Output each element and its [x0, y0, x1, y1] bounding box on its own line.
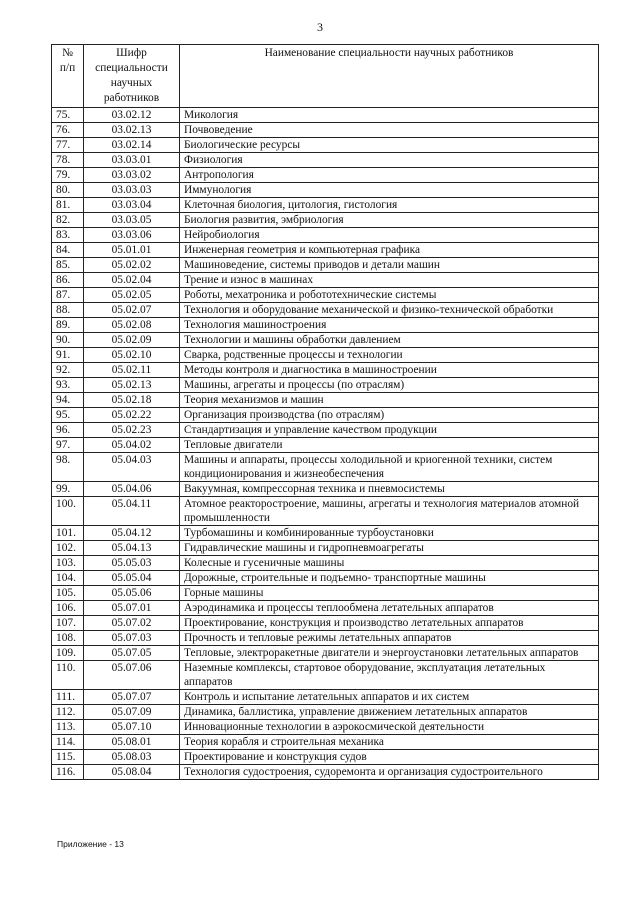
row-number: 110.: [52, 661, 84, 690]
specialty-name: Микология: [180, 108, 599, 123]
header-code: [84, 45, 180, 108]
row-number: 101.: [52, 526, 84, 541]
row-number: 108.: [52, 631, 84, 646]
table-row: [52, 273, 599, 288]
header-name: Наименование специальности научных работников: [180, 45, 599, 108]
specialty-code: 05.05.04: [84, 571, 180, 586]
row-number: 75.: [52, 108, 84, 123]
specialty-code: 05.02.10: [84, 348, 180, 363]
specialty-code: 03.03.05: [84, 213, 180, 228]
specialty-name: Почвоведение: [180, 123, 599, 138]
specialty-name: Иммунология: [180, 183, 599, 198]
specialty-code: 05.04.06: [84, 482, 180, 497]
row-number: 114.: [52, 735, 84, 750]
row-number: 79.: [52, 168, 84, 183]
specialty-name: Антропология: [180, 168, 599, 183]
specialty-name: Проектирование и конструкция судов: [180, 750, 599, 765]
row-number: 116.: [52, 765, 84, 780]
specialty-name: Клеточная биология, цитология, гистология: [180, 198, 599, 213]
specialty-code: 05.04.11: [84, 497, 180, 526]
table-row: [52, 108, 599, 123]
specialty-name: Трение и износ в машинах: [180, 273, 599, 288]
row-number: 87.: [52, 288, 84, 303]
specialty-name: Дорожные, строительные и подъемно- транспортные машины: [180, 571, 599, 586]
specialty-code: 05.02.22: [84, 408, 180, 423]
specialty-code: 05.08.01: [84, 735, 180, 750]
row-number: 95.: [52, 408, 84, 423]
specialty-code: 05.02.18: [84, 393, 180, 408]
specialty-code: 05.07.10: [84, 720, 180, 735]
specialty-code: 05.08.04: [84, 765, 180, 780]
table-row: [52, 258, 599, 273]
specialty-name: Колесные и гусеничные машины: [180, 556, 599, 571]
specialty-name: Тепловые, электроракетные двигатели и энергоустановки летательных аппаратов: [180, 646, 599, 661]
specialty-code: 03.02.13: [84, 123, 180, 138]
specialty-code: 05.02.11: [84, 363, 180, 378]
table-body: [52, 108, 599, 780]
table-row: [52, 213, 599, 228]
row-number: 112.: [52, 705, 84, 720]
specialty-name: Физиология: [180, 153, 599, 168]
row-number: 93.: [52, 378, 84, 393]
specialty-code: 03.03.04: [84, 198, 180, 213]
specialty-name: Биология развития, эмбриология: [180, 213, 599, 228]
row-number: 90.: [52, 333, 84, 348]
page-number: 3: [317, 20, 323, 34]
table-row: [52, 735, 599, 750]
header-code-text: Шифр специальности научных работников: [95, 47, 168, 104]
row-number: 102.: [52, 541, 84, 556]
specialty-name: Нейробиология: [180, 228, 599, 243]
row-number: 106.: [52, 601, 84, 616]
table-row: [52, 661, 599, 690]
row-number: 86.: [52, 273, 84, 288]
specialty-name: Динамика, баллистика, управление движением летательных аппаратов: [180, 705, 599, 720]
specialty-code: 05.01.01: [84, 243, 180, 258]
table-row: [52, 497, 599, 526]
specialty-name: Технологии и машины обработки давлением: [180, 333, 599, 348]
specialty-name: Инновационные технологии в аэрокосмической деятельности: [180, 720, 599, 735]
specialty-name: Теория механизмов и машин: [180, 393, 599, 408]
table-row: [52, 750, 599, 765]
row-number: 96.: [52, 423, 84, 438]
specialty-name: Горные машины: [180, 586, 599, 601]
specialty-name: Машины и аппараты, процессы холодильной и криогенной техники, систем кондиционирования и жизнеобеспечения: [180, 453, 599, 482]
table-row: [52, 408, 599, 423]
specialty-code: 05.02.04: [84, 273, 180, 288]
specialty-code: 05.07.06: [84, 661, 180, 690]
specialty-name: Технология и оборудование механической и физико-технической обработки: [180, 303, 599, 318]
table-header: [52, 45, 599, 108]
row-number: 89.: [52, 318, 84, 333]
row-number: 103.: [52, 556, 84, 571]
row-number: 111.: [52, 690, 84, 705]
table-row: [52, 646, 599, 661]
specialty-name: Турбомашины и комбинированные турбоустановки: [180, 526, 599, 541]
specialty-code: 05.07.05: [84, 646, 180, 661]
specialty-code: 05.04.03: [84, 453, 180, 482]
specialty-name: Машиноведение, системы приводов и детали машин: [180, 258, 599, 273]
table-row: [52, 123, 599, 138]
specialty-code: 05.02.23: [84, 423, 180, 438]
specialty-name: Контроль и испытание летательных аппаратов и их систем: [180, 690, 599, 705]
table-row: [52, 183, 599, 198]
specialty-code: 03.03.01: [84, 153, 180, 168]
specialty-name: Машины, агрегаты и процессы (по отраслям): [180, 378, 599, 393]
table-row: [52, 318, 599, 333]
specialty-code: 03.02.14: [84, 138, 180, 153]
specialty-code: 03.02.12: [84, 108, 180, 123]
specialty-name: Роботы, мехатроника и робототехнические системы: [180, 288, 599, 303]
specialty-code: 05.08.03: [84, 750, 180, 765]
specialty-table: [51, 44, 599, 780]
table-row: [52, 556, 599, 571]
table-row: [52, 438, 599, 453]
specialty-name: Организация производства (по отраслям): [180, 408, 599, 423]
table-row: [52, 541, 599, 556]
row-number: 84.: [52, 243, 84, 258]
table-row: [52, 705, 599, 720]
row-number: 80.: [52, 183, 84, 198]
header-number-text: № п/п: [59, 47, 76, 74]
table-row: [52, 378, 599, 393]
specialty-name: Методы контроля и диагностика в машиностроении: [180, 363, 599, 378]
specialty-code: 05.05.06: [84, 586, 180, 601]
footer-note: Приложение - 13: [57, 839, 124, 849]
specialty-code: 05.02.13: [84, 378, 180, 393]
table-row: [52, 720, 599, 735]
table-row: [52, 153, 599, 168]
table-row: [52, 228, 599, 243]
specialty-name: Проектирование, конструкция и производство летательных аппаратов: [180, 616, 599, 631]
specialty-name: Аэродинамика и процессы теплообмена летательных аппаратов: [180, 601, 599, 616]
specialty-name: Теория корабля и строительная механика: [180, 735, 599, 750]
specialty-code: 05.02.08: [84, 318, 180, 333]
specialty-name: Наземные комплексы, стартовое оборудование, эксплуатация летательных аппаратов: [180, 661, 599, 690]
table-row: [52, 348, 599, 363]
specialty-code: 05.07.03: [84, 631, 180, 646]
table-row: [52, 601, 599, 616]
row-number: 76.: [52, 123, 84, 138]
row-number: 88.: [52, 303, 84, 318]
table-row: [52, 393, 599, 408]
specialty-name: Технология судостроения, судоремонта и организация судостроительного: [180, 765, 599, 780]
specialty-code: 05.07.01: [84, 601, 180, 616]
specialty-code: 03.03.06: [84, 228, 180, 243]
row-number: 107.: [52, 616, 84, 631]
table-row: [52, 363, 599, 378]
table-row: [52, 453, 599, 482]
table-row: [52, 288, 599, 303]
row-number: 81.: [52, 198, 84, 213]
row-number: 115.: [52, 750, 84, 765]
specialty-code: 05.02.05: [84, 288, 180, 303]
specialty-code: 05.02.09: [84, 333, 180, 348]
row-number: 83.: [52, 228, 84, 243]
row-number: 94.: [52, 393, 84, 408]
specialty-name: Тепловые двигатели: [180, 438, 599, 453]
row-number: 85.: [52, 258, 84, 273]
table-row: [52, 616, 599, 631]
specialty-code: 05.04.13: [84, 541, 180, 556]
row-number: 91.: [52, 348, 84, 363]
table-row: [52, 482, 599, 497]
specialty-code: 05.07.07: [84, 690, 180, 705]
row-number: 97.: [52, 438, 84, 453]
specialty-code: 05.02.07: [84, 303, 180, 318]
row-number: 100.: [52, 497, 84, 526]
table-row: [52, 765, 599, 780]
specialty-code: 05.02.02: [84, 258, 180, 273]
table-row: [52, 690, 599, 705]
table-row: [52, 333, 599, 348]
specialty-name: Сварка, родственные процессы и технологии: [180, 348, 599, 363]
specialty-name: Прочность и тепловые режимы летательных аппаратов: [180, 631, 599, 646]
table-row: [52, 303, 599, 318]
table-row: [52, 571, 599, 586]
table-row: [52, 168, 599, 183]
table-row: [52, 138, 599, 153]
specialty-name: Вакуумная, компрессорная техника и пневмосистемы: [180, 482, 599, 497]
row-number: 104.: [52, 571, 84, 586]
table-row: [52, 243, 599, 258]
specialty-name: Биологические ресурсы: [180, 138, 599, 153]
specialty-name: Гидравлические машины и гидропневмоагрегаты: [180, 541, 599, 556]
row-number: 78.: [52, 153, 84, 168]
specialty-name: Технология машиностроения: [180, 318, 599, 333]
header-number: [52, 45, 84, 108]
specialty-code: 03.03.03: [84, 183, 180, 198]
table-row: [52, 423, 599, 438]
specialty-name: Атомное реакторостроение, машины, агрегаты и технология материалов атомной промышленности: [180, 497, 599, 526]
specialty-code: 05.04.12: [84, 526, 180, 541]
specialty-code: 03.03.02: [84, 168, 180, 183]
row-number: 99.: [52, 482, 84, 497]
specialty-code: 05.07.02: [84, 616, 180, 631]
specialty-name: Инженерная геометрия и компьютерная графика: [180, 243, 599, 258]
specialty-code: 05.05.03: [84, 556, 180, 571]
row-number: 109.: [52, 646, 84, 661]
table-row: [52, 631, 599, 646]
row-number: 82.: [52, 213, 84, 228]
row-number: 113.: [52, 720, 84, 735]
specialty-code: 05.04.02: [84, 438, 180, 453]
specialty-code: 05.07.09: [84, 705, 180, 720]
row-number: 92.: [52, 363, 84, 378]
table-row: [52, 526, 599, 541]
row-number: 77.: [52, 138, 84, 153]
row-number: 98.: [52, 453, 84, 482]
table-row: [52, 198, 599, 213]
row-number: 105.: [52, 586, 84, 601]
table-row: [52, 586, 599, 601]
specialty-name: Стандартизация и управление качеством продукции: [180, 423, 599, 438]
